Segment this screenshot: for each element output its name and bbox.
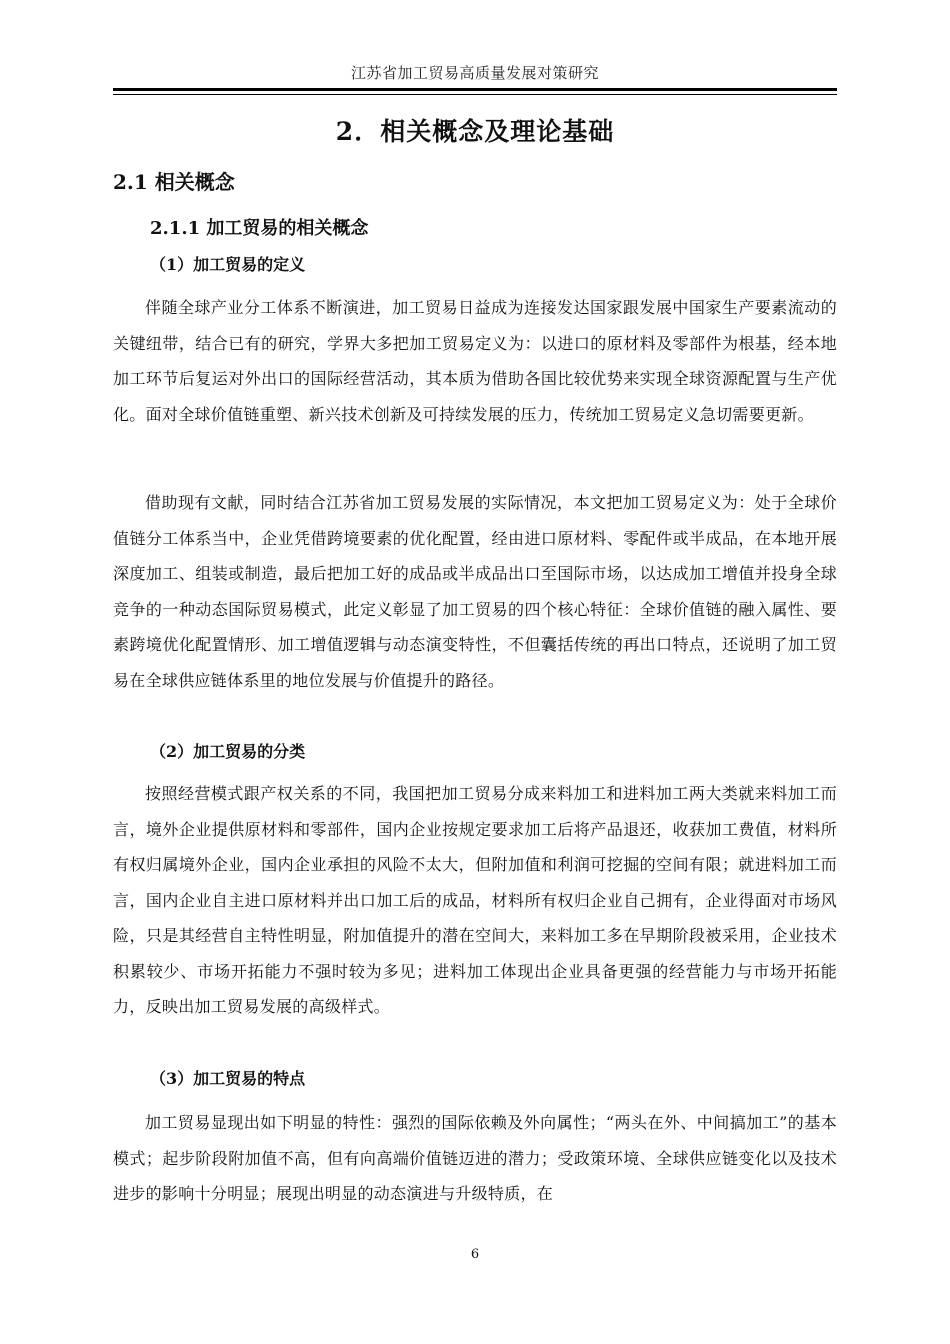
header-rule-thick bbox=[113, 88, 837, 91]
page-number: 6 bbox=[470, 1247, 480, 1262]
chapter-title: 2．相关概念及理论基础 bbox=[335, 117, 615, 146]
subsection-title: 2.1.1 加工贸易的相关概念 bbox=[150, 218, 369, 239]
paragraph-definition-2: 借助现有文献，同时结合江苏省加工贸易发展的实际情况，本文把加工贸易定义为：处于全球价值链分工体系当中，企业凭借跨境要素的优化配置，经由进口原材料、零配件或半成品，在本地开展深度加工、组装或制造，最后把加工好的成品或半成品出口至国际市场，以达成加工增值并投身全球竞争的一种动态国际贸易模式，此定义彰显了加工贸易的四个核心特征：全球价值链的融入属性、要素跨境优化配置情形、加工增值逻辑与动态演变特性，不但囊括传统的再出口特点，还说明了加工贸易在全球供应链体系里的地位发展与价值提升的路径。 bbox=[113, 493, 837, 690]
paragraph-features: 加工贸易显现出如下明显的特性：强烈的国际依赖及外向属性；“两头在外、中间搞加工”的基本模式；起步阶段附加值不高，但有向高端价值链迈进的潜力；受政策环境、全球供应链变化以及技术进步的影响十分明显；展现出明显的动态演进与升级特质，在 bbox=[113, 1113, 837, 1203]
item-heading-definition: （1）加工贸易的定义 bbox=[150, 255, 306, 274]
item-heading-classification: （2）加工贸易的分类 bbox=[150, 742, 306, 761]
header-rule-thin bbox=[113, 94, 837, 95]
paragraph-classification: 按照经营模式跟产权关系的不同，我国把加工贸易分成来料加工和进料加工两大类就来料加工而言，境外企业提供原材料和零部件，国内企业按规定要求加工后将产品退还，收获加工费值，材料所有权归属境外企业，国内企业承担的风险不太大，但附加值和利润可挖掘的空间有限；就进料加工而言，国内企业自主进口原材料并出口加工后的成品，材料所有权归企业自己拥有，企业得面对市场风险，只是其经营自主特性明显，附加值提升的潜在空间大，来料加工多在早期阶段被采用，企业技术积累较少、市场开拓能力不强时较为多见；进料加工体现出企业具备更强的经营能力与市场开拓能力，反映出加工贸易发展的高级样式。 bbox=[113, 784, 837, 1016]
item-heading-features: （3）加工贸易的特点 bbox=[150, 1069, 306, 1088]
section-title: 2.1 相关概念 bbox=[113, 170, 235, 194]
paragraph-definition-1: 伴随全球产业分工体系不断演进，加工贸易日益成为连接发达国家跟发展中国家生产要素流动的关键纽带，结合已有的研究，学界大多把加工贸易定义为：以进口的原材料及零部件为根基，经本地加工环节后复运对外出口的国际经营活动，其本质为借助各国比较优势来实现全球资源配置与生产优化。面对全球价值链重塑、新兴技术创新及可持续发展的压力，传统加工贸易定义急切需要更新。 bbox=[113, 298, 837, 424]
running-header-title: 江苏省加工贸易高质量发展对策研究 bbox=[350, 64, 599, 82]
